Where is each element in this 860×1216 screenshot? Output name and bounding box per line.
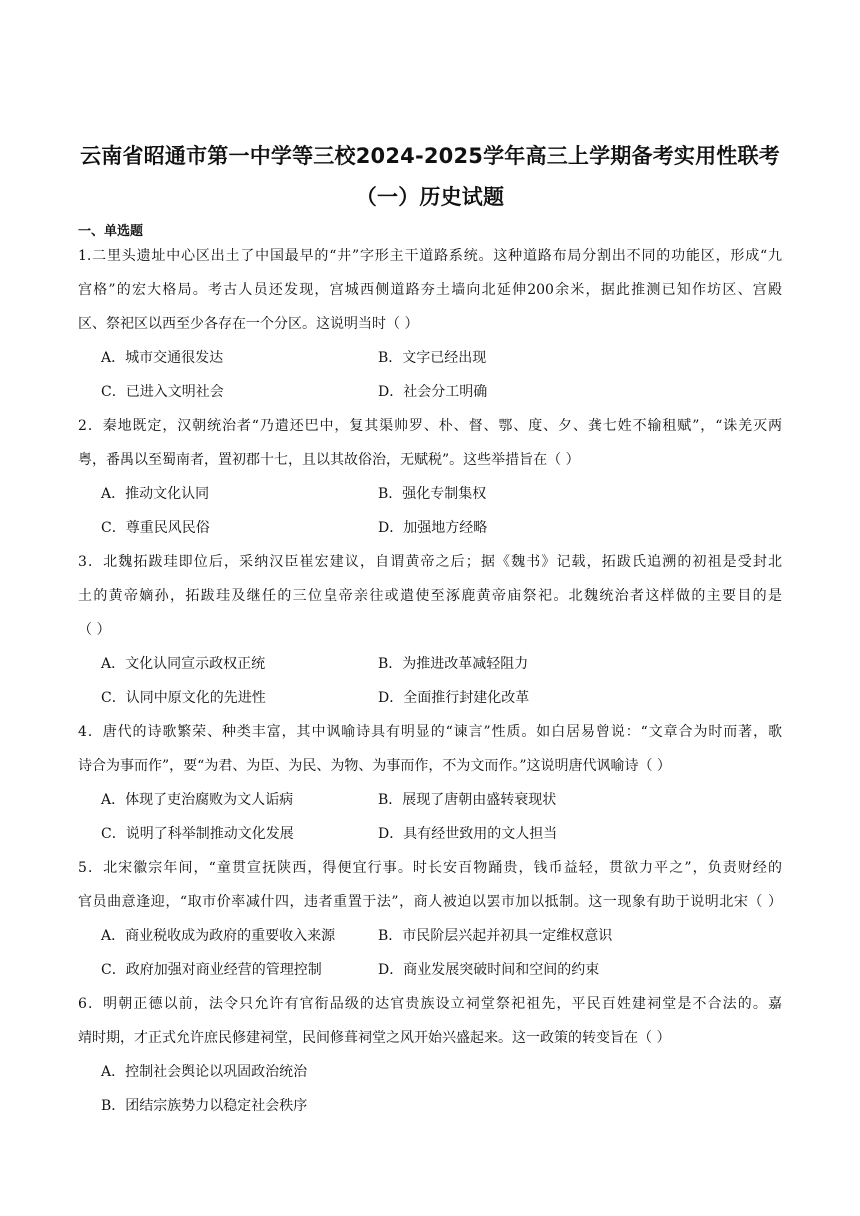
question-1-line-1: 1.二里头遗址中心区出土了中国最早的“井”字形主干道路系统。这种道路布局分割出不同的功能区，形成“九 — [78, 248, 782, 264]
question-6-option-b: B．团结宗族势力以稳定社会秩序 — [101, 1098, 308, 1114]
question-5-option-d: D．商业发展突破时间和空间的约束 — [378, 962, 600, 978]
question-2-option-b: B．强化专制集权 — [378, 486, 487, 502]
question-3-line-3: （ ） — [78, 622, 111, 638]
question-4-line-1: 4．唐代的诗歌繁荣、种类丰富，其中讽喻诗具有明显的“谏言”性质。如白居易曾说：“文章合为时而著，歌 — [78, 724, 782, 740]
question-2-line-2: 粤，番禺以至蜀南者，置初郡十七，且以其故俗治，无赋税”。这些举措旨在（ ） — [78, 452, 580, 468]
question-4-option-d: D．具有经世致用的文人担当 — [378, 826, 558, 842]
question-2-option-c: C．尊重民风民俗 — [101, 520, 210, 536]
question-3-option-a: A．文化认同宣示政权正统 — [101, 656, 266, 672]
question-2-option-d: D．加强地方经略 — [378, 520, 488, 536]
question-4-line-2: 诗合为事而作”，要“为君、为臣、为民、为物、为事而作，不为文而作。”这说明唐代讽喻诗（ ） — [78, 758, 671, 774]
question-2-line-1: 2．秦地既定，汉朝统治者“乃遣还巴中，复其渠帅罗、朴、督、鄂、度、夕、龚七姓不输租赋”，“诛羌灭两 — [78, 418, 782, 434]
question-3-line-1: 3．北魏拓跋珪即位后，采纳汉臣崔宏建议，自谓黄帝之后；据《魏书》记载，拓跋氏追溯的初祖是受封北 — [78, 554, 782, 570]
question-3-option-c: C．认同中原文化的先进性 — [101, 690, 266, 706]
question-5-option-b: B．市民阶层兴起并初具一定维权意识 — [378, 928, 613, 944]
question-3-line-2: 土的黄帝嫡孙，拓跋珪及继任的三位皇帝亲往或遣使至涿鹿黄帝庙祭祀。北魏统治者这样做的主要目的是 — [78, 588, 782, 604]
question-5-line-2: 官员曲意逢迎，“取市价率减什四，违者重置于法”，商人被迫以罢市加以抵制。这一现象有助于说明北宋（ ） — [78, 894, 782, 910]
question-1-option-a: A．城市交通很发达 — [101, 350, 224, 366]
question-5-option-a: A．商业税收成为政府的重要收入来源 — [101, 928, 336, 944]
question-4-option-b: B．展现了唐朝由盛转衰现状 — [378, 792, 557, 808]
question-4-option-c: C．说明了科举制推动文化发展 — [101, 826, 294, 842]
question-1-option-d: D．社会分工明确 — [378, 384, 488, 400]
question-1-line-3: 区、祭祀区以西至少各存在一个分区。这说明当时（ ） — [78, 316, 419, 332]
question-3-option-b: B．为推进改革减轻阻力 — [378, 656, 529, 672]
question-3-option-d: D．全面推行封建化改革 — [378, 690, 530, 706]
question-5-line-1: 5．北宋徽宗年间，“童贯宣抚陕西，得便宜行事。时长安百物踊贵，钱币益轻，贯欲力平之”，负责财经的 — [78, 860, 782, 876]
section-heading: 一、单选题 — [78, 224, 144, 239]
page-title-line-1: 云南省昭通市第一中学等三校2024-2025学年高三上学期备考实用性联考 — [80, 144, 780, 168]
question-4-option-a: A．体现了吏治腐败为文人诟病 — [101, 792, 294, 808]
page-title-line-2: （一）历史试题 — [355, 185, 505, 209]
question-6-option-a: A．控制社会舆论以巩固政治统治 — [101, 1064, 308, 1080]
question-2-option-a: A．推动文化认同 — [101, 486, 210, 502]
question-6-line-1: 6．明朝正德以前，法令只允许有官衔品级的达官贵族设立祠堂祭祀祖先，平民百姓建祠堂是不合法的。嘉 — [78, 996, 782, 1012]
question-1-option-c: C．已进入文明社会 — [101, 384, 224, 400]
question-5-option-c: C．政府加强对商业经营的管理控制 — [101, 962, 322, 978]
question-1-option-b: B．文字已经出现 — [378, 350, 487, 366]
question-6-line-2: 靖时期，才正式允许庶民修建祠堂，民间修葺祠堂之风开始兴盛起来。这一政策的转变旨在（ ） — [78, 1030, 671, 1046]
question-1-line-2: 宫格”的宏大格局。考古人员还发现，宫城西侧道路夯土墙向北延伸200余米，据此推测已知作坊区、宫殿 — [78, 282, 782, 298]
